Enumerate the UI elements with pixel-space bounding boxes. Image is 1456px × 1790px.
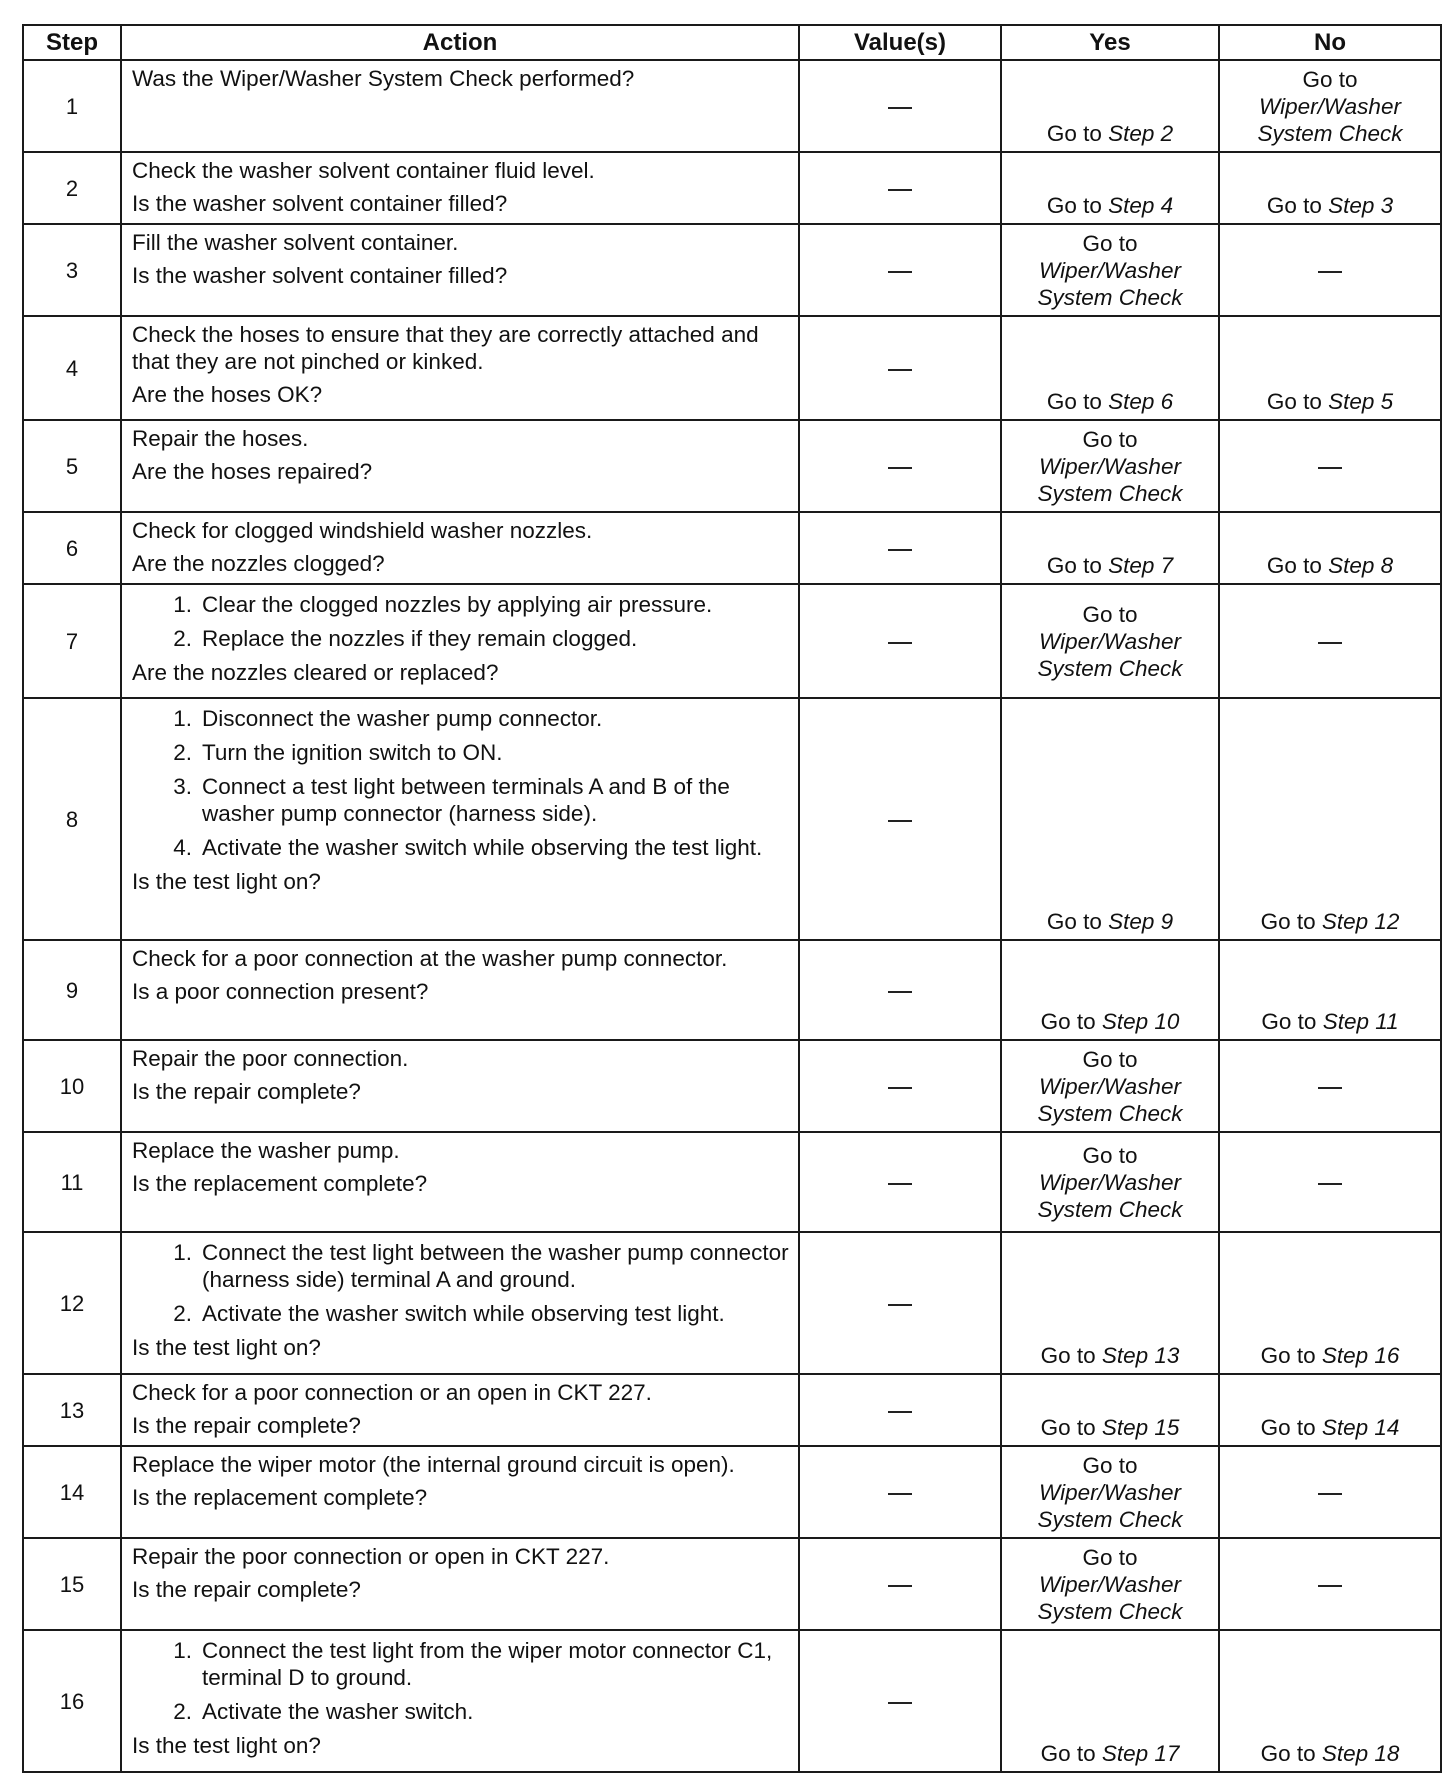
system-check-link: System Check bbox=[1037, 1196, 1183, 1222]
go-to-prefix: Go to bbox=[1266, 193, 1329, 218]
go-to-prefix: Go to bbox=[1046, 553, 1109, 578]
action-cell bbox=[121, 152, 799, 224]
go-to-step-link: Step 7 bbox=[1108, 553, 1174, 578]
value-cell bbox=[799, 1538, 1001, 1630]
list-number: 2. bbox=[173, 1301, 192, 1326]
table-row bbox=[23, 1040, 1441, 1132]
step-number: 11 bbox=[23, 1132, 121, 1232]
action-line: Is the repair complete? bbox=[132, 1079, 361, 1104]
dash-mark bbox=[888, 820, 912, 822]
go-to-text bbox=[1041, 1009, 1180, 1034]
list-number: 3. bbox=[173, 774, 192, 799]
system-check-link: System Check bbox=[1037, 284, 1183, 310]
action-line: Is the repair complete? bbox=[132, 1413, 361, 1438]
go-to-system-check bbox=[1220, 66, 1440, 147]
yes-cell bbox=[1001, 1132, 1219, 1232]
go-to-text bbox=[1047, 389, 1173, 414]
go-to-prefix: Go to bbox=[1046, 389, 1109, 414]
go-to-text bbox=[1267, 553, 1393, 578]
system-check-link: System Check bbox=[1037, 480, 1183, 506]
action-cell bbox=[121, 1232, 799, 1374]
yes-cell bbox=[1001, 152, 1219, 224]
value-cell bbox=[799, 152, 1001, 224]
action-line: Repair the poor connection. bbox=[132, 1046, 409, 1071]
list-text: Clear the clogged nozzles by applying air pressure. bbox=[202, 592, 713, 617]
no-cell bbox=[1219, 512, 1441, 584]
diagnostic-table bbox=[22, 24, 1442, 1773]
go-to-prefix: Go to bbox=[1082, 1452, 1138, 1478]
dash-mark bbox=[888, 1493, 912, 1495]
go-to-text bbox=[1261, 1343, 1400, 1368]
action-line: Are the hoses repaired? bbox=[132, 459, 373, 484]
action-line: Is the replacement complete? bbox=[132, 1485, 428, 1510]
dash-mark bbox=[1318, 271, 1342, 273]
list-text: Activate the washer switch while observing test light. bbox=[202, 1301, 725, 1326]
go-to-system-check bbox=[1002, 1452, 1218, 1533]
table-row bbox=[23, 1630, 1441, 1772]
action-line: Fill the washer solvent container. bbox=[132, 230, 459, 255]
value-cell bbox=[799, 584, 1001, 698]
go-to-prefix: Go to bbox=[1260, 1415, 1322, 1440]
table-row bbox=[23, 420, 1441, 512]
dash-mark bbox=[1318, 1585, 1342, 1587]
go-to-system-check bbox=[1002, 601, 1218, 682]
go-to-text bbox=[1041, 1343, 1180, 1368]
system-check-link: Wiper/Washer bbox=[1039, 628, 1181, 654]
action-line: Replace the washer pump. bbox=[132, 1138, 400, 1163]
go-to-text bbox=[1261, 1009, 1398, 1034]
go-to-step-link: Step 9 bbox=[1108, 909, 1174, 934]
system-check-link: System Check bbox=[1037, 1100, 1183, 1126]
action-line: Was the Wiper/Washer System Check performed? bbox=[132, 66, 635, 91]
go-to-prefix: Go to bbox=[1046, 909, 1109, 934]
no-cell bbox=[1219, 420, 1441, 512]
dash-mark bbox=[888, 189, 912, 191]
no-cell bbox=[1219, 1232, 1441, 1374]
yes-cell bbox=[1001, 512, 1219, 584]
table-row bbox=[23, 60, 1441, 152]
go-to-step-link: Step 5 bbox=[1328, 389, 1394, 414]
dash-mark bbox=[888, 1585, 912, 1587]
header-no: No bbox=[1219, 25, 1441, 60]
yes-cell bbox=[1001, 584, 1219, 698]
action-cell bbox=[121, 1538, 799, 1630]
action-line: Replace the wiper motor (the internal ground circuit is open). bbox=[132, 1452, 735, 1477]
go-to-step-link: Step 15 bbox=[1101, 1415, 1180, 1440]
action-cell bbox=[121, 584, 799, 698]
step-number: 4 bbox=[23, 316, 121, 420]
go-to-step-link: Step 3 bbox=[1328, 193, 1394, 218]
step-number: 7 bbox=[23, 584, 121, 698]
action-list bbox=[132, 591, 790, 652]
no-cell bbox=[1219, 152, 1441, 224]
go-to-text bbox=[1047, 909, 1173, 934]
list-text: Turn the ignition switch to ON. bbox=[202, 740, 503, 765]
go-to-step-link: Step 13 bbox=[1101, 1343, 1180, 1368]
go-to-system-check bbox=[1002, 1544, 1218, 1625]
action-line: Check the hoses to ensure that they are correctly attached and that they are not pinched or kinked. bbox=[132, 322, 759, 374]
action-list-item bbox=[132, 591, 790, 618]
dash-mark bbox=[888, 107, 912, 109]
list-number: 2. bbox=[173, 740, 192, 765]
list-number: 2. bbox=[173, 1699, 192, 1724]
action-list-item bbox=[132, 705, 790, 732]
go-to-prefix: Go to bbox=[1082, 601, 1138, 627]
go-to-prefix: Go to bbox=[1040, 1741, 1102, 1766]
value-cell bbox=[799, 420, 1001, 512]
action-list-item bbox=[132, 625, 790, 652]
list-text: Replace the nozzles if they remain clogged. bbox=[202, 626, 638, 651]
step-number: 14 bbox=[23, 1446, 121, 1538]
no-cell bbox=[1219, 1132, 1441, 1232]
value-cell bbox=[799, 224, 1001, 316]
go-to-step-link: Step 6 bbox=[1108, 389, 1174, 414]
go-to-text bbox=[1267, 389, 1393, 414]
action-line: Repair the hoses. bbox=[132, 426, 309, 451]
go-to-text bbox=[1261, 1741, 1400, 1766]
no-cell bbox=[1219, 316, 1441, 420]
action-list bbox=[132, 705, 790, 861]
list-text: Connect the test light from the wiper motor connector C1, terminal D to ground. bbox=[202, 1638, 773, 1690]
go-to-step-link: Step 4 bbox=[1108, 193, 1174, 218]
go-to-text bbox=[1047, 553, 1173, 578]
list-number: 2. bbox=[173, 626, 192, 651]
go-to-system-check bbox=[1002, 230, 1218, 311]
action-cell bbox=[121, 316, 799, 420]
action-line: Is the washer solvent container filled? bbox=[132, 263, 508, 288]
table-row bbox=[23, 1132, 1441, 1232]
yes-cell bbox=[1001, 1446, 1219, 1538]
action-cell bbox=[121, 698, 799, 940]
no-cell bbox=[1219, 1446, 1441, 1538]
dash-mark bbox=[888, 991, 912, 993]
action-cell bbox=[121, 60, 799, 152]
system-check-link: Wiper/Washer bbox=[1039, 257, 1181, 283]
system-check-link: System Check bbox=[1257, 121, 1403, 146]
action-list-item bbox=[132, 1300, 790, 1327]
action-list-item bbox=[132, 1637, 790, 1691]
step-number: 12 bbox=[23, 1232, 121, 1374]
go-to-prefix: Go to bbox=[1040, 1415, 1102, 1440]
step-number: 13 bbox=[23, 1374, 121, 1446]
header-yes: Yes bbox=[1001, 25, 1219, 60]
system-check-link: Wiper/Washer bbox=[1039, 1073, 1181, 1099]
table-row bbox=[23, 698, 1441, 940]
action-line: Check for a poor connection or an open in CKT 227. bbox=[132, 1380, 652, 1405]
dash-mark bbox=[888, 1087, 912, 1089]
go-to-prefix: Go to bbox=[1266, 389, 1329, 414]
action-line: Is the replacement complete? bbox=[132, 1171, 428, 1196]
table-body bbox=[23, 60, 1441, 1772]
go-to-prefix: Go to bbox=[1082, 230, 1138, 256]
dash-mark bbox=[888, 369, 912, 371]
no-cell bbox=[1219, 1538, 1441, 1630]
system-check-link: System Check bbox=[1037, 1506, 1183, 1532]
list-number: 1. bbox=[173, 706, 192, 731]
list-text: Activate the washer switch while observing the test light. bbox=[202, 835, 763, 860]
list-number: 1. bbox=[173, 1638, 192, 1663]
action-cell bbox=[121, 940, 799, 1040]
go-to-prefix: Go to bbox=[1082, 1046, 1138, 1072]
yes-cell bbox=[1001, 1232, 1219, 1374]
action-line: Are the nozzles clogged? bbox=[132, 551, 385, 576]
step-number: 6 bbox=[23, 512, 121, 584]
yes-cell bbox=[1001, 1538, 1219, 1630]
go-to-prefix: Go to bbox=[1046, 121, 1109, 146]
value-cell bbox=[799, 1232, 1001, 1374]
action-cell bbox=[121, 420, 799, 512]
step-number: 1 bbox=[23, 60, 121, 152]
table-row bbox=[23, 1446, 1441, 1538]
dash-mark bbox=[1318, 1183, 1342, 1185]
action-cell bbox=[121, 1446, 799, 1538]
action-line: Is the repair complete? bbox=[132, 1577, 361, 1602]
action-cell bbox=[121, 224, 799, 316]
go-to-text bbox=[1261, 1415, 1400, 1440]
action-line: Repair the poor connection or open in CKT 227. bbox=[132, 1544, 610, 1569]
action-list bbox=[132, 1637, 790, 1725]
action-question: Is the test light on? bbox=[132, 1733, 321, 1758]
dash-mark bbox=[1318, 1493, 1342, 1495]
action-line: Are the hoses OK? bbox=[132, 382, 323, 407]
table-row bbox=[23, 1374, 1441, 1446]
header-values: Value(s) bbox=[799, 25, 1001, 60]
value-cell bbox=[799, 316, 1001, 420]
go-to-text bbox=[1047, 121, 1173, 146]
dash-mark bbox=[888, 271, 912, 273]
dash-mark bbox=[1318, 642, 1342, 644]
step-number: 2 bbox=[23, 152, 121, 224]
table-row bbox=[23, 316, 1441, 420]
table-row bbox=[23, 584, 1441, 698]
no-cell bbox=[1219, 1040, 1441, 1132]
action-cell bbox=[121, 512, 799, 584]
dash-mark bbox=[888, 1702, 912, 1704]
no-cell bbox=[1219, 1630, 1441, 1772]
action-cell bbox=[121, 1132, 799, 1232]
action-line: Is the washer solvent container filled? bbox=[132, 191, 508, 216]
list-text: Disconnect the washer pump connector. bbox=[202, 706, 603, 731]
value-cell bbox=[799, 1374, 1001, 1446]
no-cell bbox=[1219, 698, 1441, 940]
action-line: Check the washer solvent container fluid level. bbox=[132, 158, 595, 183]
list-text: Connect a test light between terminals A and B of the washer pump connector (harness side). bbox=[202, 774, 730, 826]
go-to-prefix: Go to bbox=[1261, 1009, 1323, 1034]
system-check-link: Wiper/Washer bbox=[1039, 1169, 1181, 1195]
go-to-system-check bbox=[1002, 1142, 1218, 1223]
value-cell bbox=[799, 1132, 1001, 1232]
action-cell bbox=[121, 1374, 799, 1446]
step-number: 16 bbox=[23, 1630, 121, 1772]
go-to-step-link: Step 18 bbox=[1321, 1741, 1400, 1766]
system-check-link: Wiper/Washer bbox=[1039, 1571, 1181, 1597]
diagnostic-table-sheet bbox=[22, 24, 1440, 1773]
system-check-link: System Check bbox=[1037, 655, 1183, 681]
go-to-prefix: Go to bbox=[1260, 909, 1322, 934]
go-to-step-link: Step 16 bbox=[1321, 1343, 1400, 1368]
table-row bbox=[23, 512, 1441, 584]
yes-cell bbox=[1001, 1630, 1219, 1772]
action-question: Is the test light on? bbox=[132, 869, 321, 894]
action-question: Are the nozzles cleared or replaced? bbox=[132, 660, 499, 685]
yes-cell bbox=[1001, 316, 1219, 420]
go-to-step-link: Step 2 bbox=[1108, 121, 1174, 146]
table-row bbox=[23, 1232, 1441, 1374]
yes-cell bbox=[1001, 420, 1219, 512]
go-to-text bbox=[1041, 1415, 1180, 1440]
dash-mark bbox=[1318, 467, 1342, 469]
action-list-item bbox=[132, 1698, 790, 1725]
step-number: 9 bbox=[23, 940, 121, 1040]
step-number: 5 bbox=[23, 420, 121, 512]
action-list-item bbox=[132, 1239, 790, 1293]
go-to-prefix: Go to bbox=[1082, 426, 1138, 452]
go-to-prefix: Go to bbox=[1260, 1343, 1322, 1368]
dash-mark bbox=[1318, 1087, 1342, 1089]
go-to-text bbox=[1261, 909, 1400, 934]
value-cell bbox=[799, 512, 1001, 584]
action-cell bbox=[121, 1630, 799, 1772]
no-cell bbox=[1219, 584, 1441, 698]
yes-cell bbox=[1001, 698, 1219, 940]
action-line: Check for a poor connection at the washer pump connector. bbox=[132, 946, 728, 971]
table-row bbox=[23, 152, 1441, 224]
header-row bbox=[23, 25, 1441, 60]
table-row bbox=[23, 940, 1441, 1040]
no-cell bbox=[1219, 940, 1441, 1040]
system-check-link: Wiper/Washer bbox=[1039, 1479, 1181, 1505]
go-to-prefix: Go to bbox=[1046, 193, 1109, 218]
go-to-system-check bbox=[1002, 426, 1218, 507]
step-number: 3 bbox=[23, 224, 121, 316]
action-line: Check for clogged windshield washer nozzles. bbox=[132, 518, 593, 543]
value-cell bbox=[799, 1630, 1001, 1772]
header-step: Step bbox=[23, 25, 121, 60]
action-cell bbox=[121, 1040, 799, 1132]
dash-mark bbox=[888, 549, 912, 551]
system-check-link: Wiper/Washer bbox=[1039, 453, 1181, 479]
action-list-item bbox=[132, 739, 790, 766]
go-to-system-check bbox=[1002, 1046, 1218, 1127]
go-to-prefix: Go to bbox=[1302, 67, 1358, 92]
go-to-prefix: Go to bbox=[1082, 1544, 1138, 1570]
dash-mark bbox=[888, 642, 912, 644]
action-list-item bbox=[132, 834, 790, 861]
value-cell bbox=[799, 60, 1001, 152]
go-to-text bbox=[1047, 193, 1173, 218]
step-number: 10 bbox=[23, 1040, 121, 1132]
table-row bbox=[23, 224, 1441, 316]
go-to-prefix: Go to bbox=[1260, 1741, 1322, 1766]
dash-mark bbox=[888, 1183, 912, 1185]
no-cell bbox=[1219, 60, 1441, 152]
dash-mark bbox=[888, 1411, 912, 1413]
system-check-link: System Check bbox=[1037, 1598, 1183, 1624]
list-number: 1. bbox=[173, 1240, 192, 1265]
go-to-step-link: Step 17 bbox=[1101, 1741, 1180, 1766]
value-cell bbox=[799, 698, 1001, 940]
go-to-prefix: Go to bbox=[1266, 553, 1329, 578]
go-to-step-link: Step 8 bbox=[1328, 553, 1394, 578]
header-action: Action bbox=[121, 25, 799, 60]
yes-cell bbox=[1001, 1040, 1219, 1132]
list-number: 1. bbox=[173, 592, 192, 617]
value-cell bbox=[799, 1040, 1001, 1132]
action-question: Is the test light on? bbox=[132, 1335, 321, 1360]
go-to-text bbox=[1041, 1741, 1180, 1766]
step-number: 15 bbox=[23, 1538, 121, 1630]
dash-mark bbox=[888, 1304, 912, 1306]
go-to-prefix: Go to bbox=[1082, 1142, 1138, 1168]
value-cell bbox=[799, 940, 1001, 1040]
no-cell bbox=[1219, 1374, 1441, 1446]
go-to-step-link: Step 12 bbox=[1321, 909, 1400, 934]
step-number: 8 bbox=[23, 698, 121, 940]
go-to-step-link: Step 10 bbox=[1101, 1009, 1180, 1034]
yes-cell bbox=[1001, 60, 1219, 152]
go-to-prefix: Go to bbox=[1040, 1343, 1102, 1368]
action-line: Is a poor connection present? bbox=[132, 979, 429, 1004]
go-to-step-link: Step 11 bbox=[1322, 1009, 1399, 1034]
system-check-link: Wiper/Washer bbox=[1259, 94, 1401, 119]
list-text: Connect the test light between the washer pump connector (harness side) terminal A and ground. bbox=[202, 1240, 789, 1292]
yes-cell bbox=[1001, 224, 1219, 316]
table-row bbox=[23, 1538, 1441, 1630]
dash-mark bbox=[888, 467, 912, 469]
action-list-item bbox=[132, 773, 790, 827]
yes-cell bbox=[1001, 940, 1219, 1040]
go-to-prefix: Go to bbox=[1040, 1009, 1102, 1034]
list-text: Activate the washer switch. bbox=[202, 1699, 474, 1724]
go-to-step-link: Step 14 bbox=[1321, 1415, 1400, 1440]
yes-cell bbox=[1001, 1374, 1219, 1446]
value-cell bbox=[799, 1446, 1001, 1538]
action-list bbox=[132, 1239, 790, 1327]
no-cell bbox=[1219, 224, 1441, 316]
list-number: 4. bbox=[173, 835, 192, 860]
go-to-text bbox=[1267, 193, 1393, 218]
